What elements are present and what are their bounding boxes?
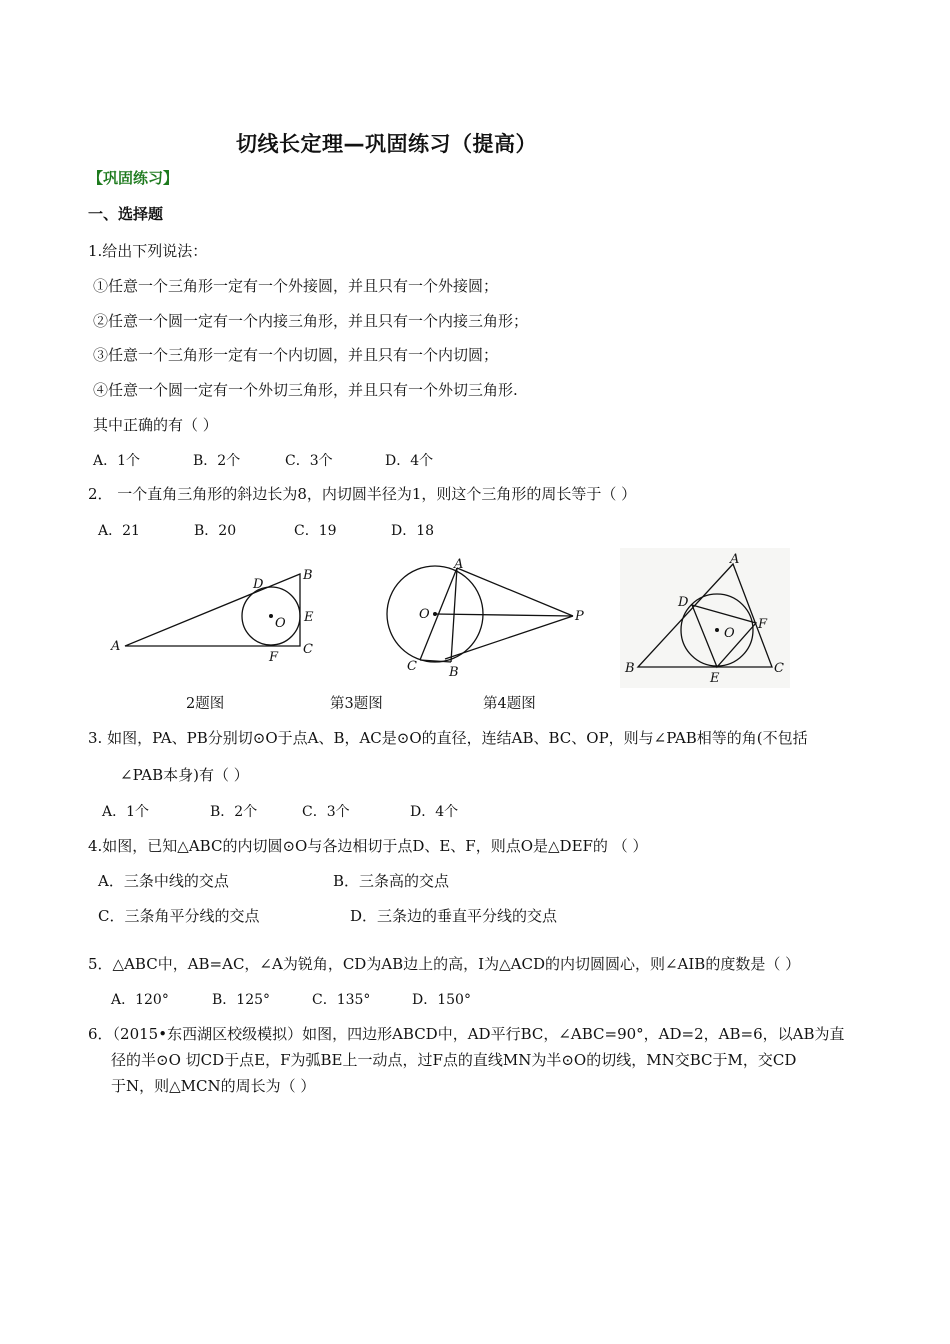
q5-option-c: C．135° (312, 992, 371, 1008)
q2-stem: 2． 一个直角三角形的斜边长为8，内切圆半径为1，则这个三角形的周长等于（ ） (88, 485, 637, 503)
fig3-label-o: O (419, 607, 430, 622)
fig4-label-e: E (710, 671, 720, 686)
q6-stem-line-1: 6．（2015•东西湖区校级模拟）如图，四边形ABCD中，AD平行BC，∠ABC=90°，AD=2，AB=6，以AB为直 (88, 1025, 845, 1043)
center-dot (715, 628, 719, 632)
q1-option-a: A．1个 (93, 453, 141, 469)
q3-option-d: D．4个 (410, 804, 459, 820)
tangent-pa (457, 568, 573, 616)
q4-option-a: A．三条中线的交点 (98, 872, 229, 890)
q1-option-b: B．2个 (193, 453, 241, 469)
q1-item-3: ③任意一个三角形一定有一个内切圆，并且只有一个内切圆； (93, 346, 499, 364)
fig4-label-c: C (774, 661, 784, 676)
q5-option-b: B．125° (212, 992, 271, 1008)
q1-option-c: C．3个 (285, 453, 333, 469)
fig2-label-c: C (303, 642, 313, 657)
fig2-label-f: F (269, 650, 279, 665)
fig4-label-f: F (758, 617, 768, 632)
q1-stem: 1.给出下列说法： (88, 242, 208, 260)
figure-2-diagram (105, 560, 325, 670)
figure-4-caption: 第4题图 (483, 696, 536, 712)
figure-3-diagram (385, 552, 600, 682)
q1-item-2: ②任意一个圆一定有一个内接三角形，并且只有一个内接三角形； (93, 312, 529, 330)
q4-stem: 4.如图，已知△ABC的内切圆⊙O与各边相切于点D、E、F，则点O是△DEF的 （ ） (88, 837, 648, 855)
q6-stem-line-2: 径的半⊙O 切CD于点E，F为弧BE上一动点，过F点的直线MN为半⊙O的切线，MN交BC于M，交CD (111, 1051, 797, 1069)
q1-option-d: D．4个 (385, 453, 434, 469)
segment-op (435, 614, 573, 616)
fig2-label-e: E (304, 610, 314, 625)
fig2-label-a: A (111, 639, 121, 654)
fig4-label-d: D (678, 595, 689, 610)
fig2-label-b: B (303, 568, 313, 583)
center-dot (433, 612, 437, 616)
fig3-label-p: P (575, 609, 584, 624)
fig2-label-d: D (253, 577, 264, 592)
q4-option-d: D．三条边的垂直平分线的交点 (350, 907, 558, 925)
q5-option-d: D．150° (412, 992, 471, 1008)
q3-option-c: C．3个 (302, 804, 350, 820)
q3-stem-line-1: 3. 如图，PA、PB分别切⊙O于点A、B，AC是⊙O的直径，连结AB、BC、OP，则与∠PAB相等的角(不包括 (88, 729, 808, 747)
section-heading: 一、选择题 (88, 205, 164, 223)
q5-stem: 5．△ABC中，AB=AC，∠A为锐角，CD为AB边上的高，I为△ACD的内切圆圆心，则∠AIB的度数是（ ） (88, 955, 801, 973)
fig4-label-b: B (625, 661, 635, 676)
triangle-abc (125, 574, 300, 646)
q4-option-c: C．三条角平分线的交点 (98, 907, 260, 925)
center-dot (269, 614, 273, 618)
figure-4-diagram (620, 548, 790, 688)
tangent-pb (445, 616, 573, 659)
q4-option-b: B．三条高的交点 (333, 872, 450, 890)
q1-ask: 其中正确的有（ ） (93, 416, 218, 434)
q2-option-a: A．21 (98, 523, 140, 539)
fig3-label-c: C (407, 659, 417, 674)
q1-item-4: ④任意一个圆一定有一个外切三角形，并且只有一个外切三角形. (93, 381, 518, 399)
q3-stem-line-2: ∠PAB本身)有（ ） (120, 766, 249, 784)
q6-stem-line-3: 于N，则△MCN的周长为（ ） (111, 1077, 316, 1095)
fig4-label-a: A (730, 552, 740, 567)
fig4-label-o: O (724, 626, 735, 641)
section-label: 【巩固练习】 (88, 169, 179, 187)
q2-option-c: C．19 (294, 523, 337, 539)
q5-option-a: A．120° (111, 992, 169, 1008)
fig3-label-a: A (454, 557, 464, 572)
fig2-label-o: O (275, 616, 286, 631)
q3-option-b: B．2个 (210, 804, 258, 820)
q1-item-1: ①任意一个三角形一定有一个外接圆，并且只有一个外接圆； (93, 277, 499, 295)
figure-3-caption: 第3题图 (330, 696, 383, 712)
q3-option-a: A．1个 (102, 804, 150, 820)
fig3-label-b: B (449, 665, 459, 680)
figure-2-caption: 2题图 (186, 696, 225, 712)
page-title: 切线长定理—巩固练习（提高） (236, 132, 537, 156)
q2-option-b: B．20 (194, 523, 237, 539)
q2-option-d: D．18 (391, 523, 435, 539)
